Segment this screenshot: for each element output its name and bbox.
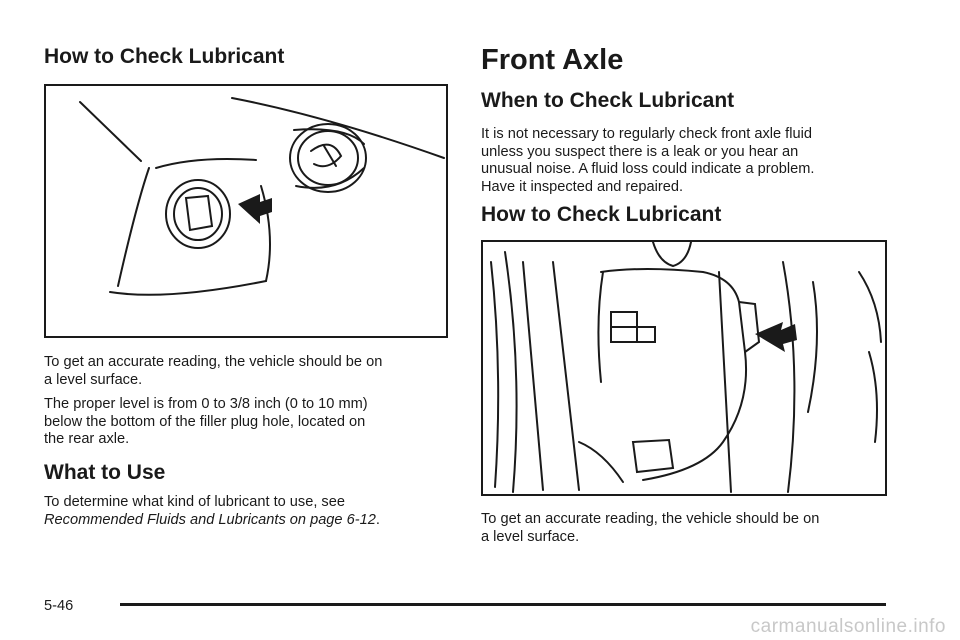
- when-line-3: unusual noise. A fluid loss could indicate a problem.: [481, 161, 815, 177]
- when-line-4: Have it inspected and repaired.: [481, 178, 684, 195]
- when-to-check-paragraph: [481, 126, 814, 196]
- front-level-line-1: To get an accurate reading, the vehicle should be on: [481, 511, 820, 527]
- section-heading-when-to-check: When to Check Lubricant: [481, 89, 735, 112]
- rear-axle-drawing: [46, 86, 446, 336]
- section-heading-what-to-use: What to Use: [44, 461, 166, 484]
- level-surface-paragraph: [44, 354, 382, 389]
- pointer-arrow-icon-front: [755, 322, 797, 352]
- watermark: carmanualsonline.info: [750, 616, 946, 637]
- section-heading-check-lubricant-rear: How to Check Lubricant: [44, 45, 285, 68]
- when-line-1: It is not necessary to regularly check front axle fluid: [481, 126, 812, 142]
- page-title-front-axle: Front Axle: [481, 44, 624, 76]
- level-surface-line-2: a level surface.: [44, 371, 143, 388]
- front-level-line-2: a level surface.: [481, 528, 580, 545]
- what-to-use-line-1: To determine what kind of lubricant to use, see: [44, 494, 345, 510]
- proper-level-paragraph: [44, 396, 368, 449]
- pointer-arrow-icon: [238, 194, 272, 224]
- recommended-fluids-reference-link[interactable]: Recommended Fluids and Lubricants on page 6-12: [44, 511, 376, 528]
- proper-level-line-2: below the bottom of the filler plug hole, located on: [44, 413, 366, 430]
- proper-level-line-1: The proper level is from 0 to 3/8 inch (0 to 10 mm): [44, 396, 368, 412]
- footer-rule: [120, 603, 886, 606]
- front-level-surface-paragraph: [481, 511, 819, 546]
- what-to-use-paragraph: [44, 494, 380, 529]
- page-number: 5-46: [44, 598, 74, 614]
- front-axle-filler-plug-illustration: [481, 240, 887, 496]
- rear-axle-filler-plug-illustration: [44, 84, 448, 338]
- when-line-2: unless you suspect there is a leak or you hear an: [481, 143, 799, 160]
- section-heading-check-lubricant-front: How to Check Lubricant: [481, 203, 722, 226]
- proper-level-line-3: the rear axle.: [44, 431, 130, 447]
- what-to-use-period: .: [375, 511, 380, 528]
- front-axle-drawing: [483, 242, 885, 494]
- level-surface-line-1: To get an accurate reading, the vehicle should be on: [44, 354, 383, 370]
